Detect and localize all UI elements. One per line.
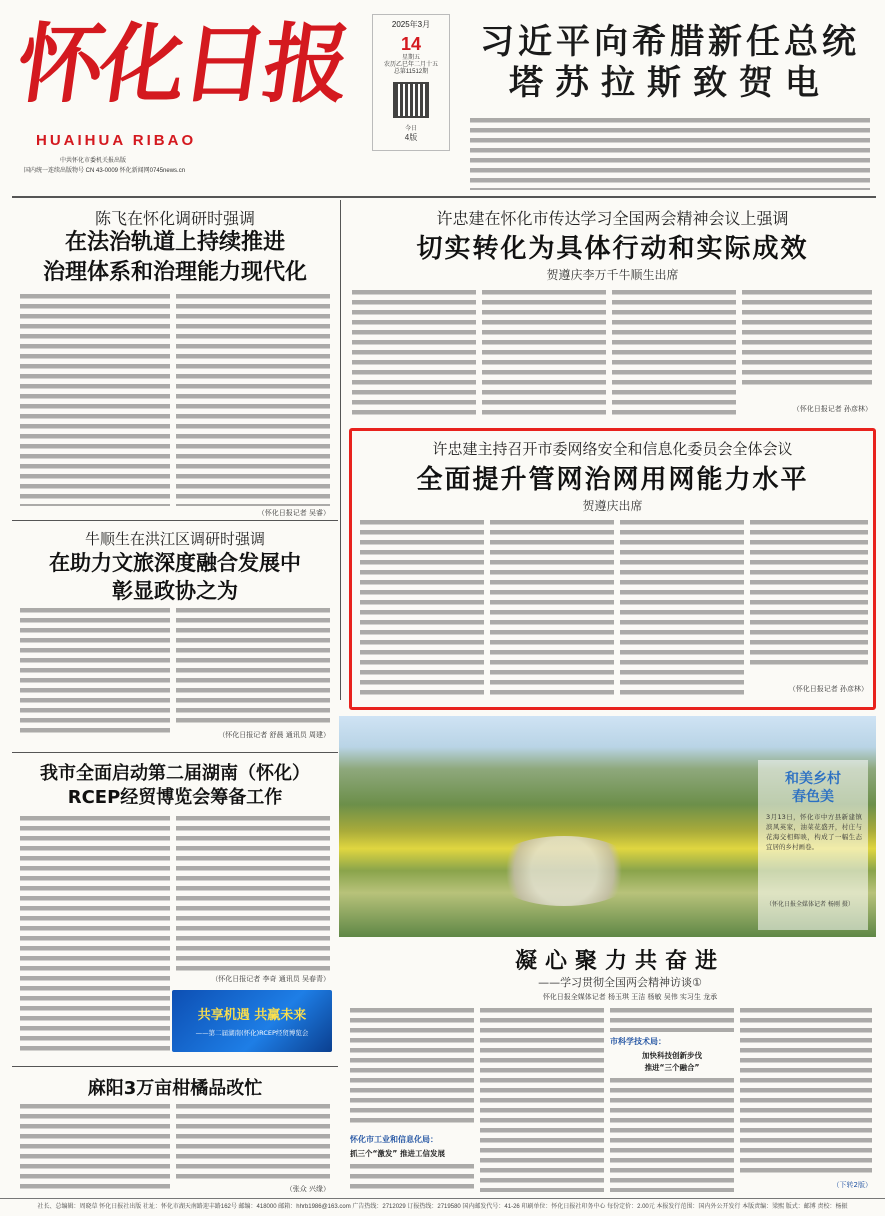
- section-divider: [12, 520, 338, 521]
- chen-body-col1: [20, 294, 170, 506]
- niu-headline-line1: 在助力文旅深度融合发展中: [49, 551, 301, 575]
- publisher-line: 中共怀化市委机关报出版: [60, 158, 127, 164]
- xu-meeting-byline: （怀化日报记者 孙彦林）: [792, 405, 872, 413]
- chen-body-col2: [176, 294, 330, 506]
- unite-body-col3b: [610, 1078, 734, 1192]
- date-weekday: 星期五: [401, 55, 420, 61]
- unite-body-col1: [350, 1008, 474, 1128]
- unite-headline: 凝心聚力共奋进: [514, 949, 725, 974]
- rcep-body-col2: [176, 816, 330, 972]
- section-divider: [12, 1066, 338, 1067]
- cyber-headline: 全面提升管网治网用网能力水平: [416, 465, 809, 495]
- unite-body-col2: [480, 1008, 604, 1192]
- cyber-body-col1: [360, 520, 484, 696]
- mayang-body-col2: [176, 1104, 330, 1180]
- rcep-body-col1: [20, 816, 170, 1056]
- footer-info: 社长、总编辑：周晓草 怀化日报社出版 社址：怀化市湖天南路迎丰路162号 邮编：418000 邮箱：hhrb1986@163.com 广告热线：2712029 订报热线：2719580 国内邮发代号：41-26 印刷单位：怀化日报社印务中心 每份定价：2.00元 本报发行范围：国内外公开发行 本版责编：梁熙 版式：邮博 责校：杨振: [0, 1198, 885, 1216]
- unite-body-col3a: [610, 1008, 734, 1032]
- codes-line: 国内统一连续出版物号 CN 43-0009 怀化新闻网0745news.cn: [24, 168, 186, 174]
- photo-caption-title: [768, 770, 858, 806]
- xu-meeting-kicker: 许忠建在怀化市传达学习全国两会精神会议上强调: [436, 209, 789, 228]
- niu-headline: [15, 549, 335, 606]
- unite-subhead: ——学习贯彻全国两会精神访谈①: [538, 976, 702, 989]
- date-year-month: 2025年3月: [391, 20, 431, 29]
- rcep-headline-line1: 我市全面启动第二届湖南（怀化）: [40, 763, 310, 784]
- mayang-body-col1: [20, 1104, 170, 1190]
- issue-number: 总第11512期: [393, 69, 429, 76]
- chen-headline-line1: 在法治轨道上持续推进: [64, 230, 285, 255]
- rcep-headline: [15, 762, 335, 811]
- unite-section2-sub2: 推进“三个融合”: [644, 1063, 700, 1072]
- edition-label: 今日: [404, 125, 417, 132]
- lead-headline: [470, 22, 870, 105]
- photo-caption-title-line1: 和美乡村: [785, 771, 841, 787]
- lead-headline-line2: 塔苏拉斯致贺电: [509, 63, 831, 104]
- mayang-headline: 麻阳3万亩柑橘品改忙: [87, 1078, 263, 1099]
- photo-caption-title-line2: 春色美: [792, 789, 834, 806]
- village-image-region: [489, 836, 639, 906]
- cyber-kicker: 许忠建主持召开市委网络安全和信息化委员会全体会议: [432, 440, 793, 458]
- qr-code-icon: [393, 82, 429, 118]
- section-divider: [12, 752, 338, 753]
- rcep-expo-banner: [172, 990, 332, 1052]
- banner-subtitle: ——第二届湖南(怀化)RCEP经贸博览会: [195, 1029, 309, 1037]
- xu-meeting-body-col4: [742, 290, 872, 390]
- cyber-body-col3: [620, 520, 744, 696]
- xu-meeting-body-col1: [352, 290, 476, 418]
- xu-meeting-subhead: 贺遵庆李万千牛顺生出席: [546, 268, 679, 282]
- cyber-byline: （怀化日报记者 孙彦林）: [788, 685, 868, 693]
- lead-story-body: [470, 118, 870, 190]
- unite-byline: 怀化日报全媒体记者 杨玉琪 王洁 杨敏 吴伟 实习生 龙承: [542, 993, 718, 1001]
- chen-headline: [15, 228, 335, 289]
- masthead-pinyin: HUAIHUA RIBAO: [36, 132, 197, 149]
- date-lunar: 农历乙巳年二月十五: [383, 62, 438, 69]
- chen-byline: （怀化日报记者 吴睿）: [257, 509, 330, 517]
- edition-count: 4版: [404, 132, 418, 142]
- unite-section1-sub: 抓三个“激发” 推进工信发展: [350, 1149, 445, 1158]
- unite-section1-label: 怀化市工业和信息化局：: [350, 1135, 438, 1144]
- xu-meeting-headline: 切实转化为具体行动和实际成效: [416, 234, 809, 264]
- unite-section2-label: 市科学技术局：: [610, 1037, 666, 1046]
- lead-headline-line1: 习近平向希腊新任总统: [480, 22, 860, 62]
- chen-kicker: 陈飞在怀化调研时强调: [94, 209, 255, 228]
- chen-headline-line2: 治理体系和治理能力现代化: [42, 260, 307, 286]
- photo-caption-text: 3月13日，怀化市中方县新建镇滨风英家，油菜花盛开，村庄与花海交相辉映，构成了一幅生态宜居的乡村画卷。: [766, 813, 862, 852]
- xu-meeting-body-col2: [482, 290, 606, 418]
- masthead-divider: [12, 196, 876, 198]
- cyber-body-col4: [750, 520, 868, 670]
- masthead-title: 怀化日报: [10, 14, 354, 115]
- banner-title: 共享机遇 共赢未来: [197, 1008, 307, 1023]
- niu-body-col2: [176, 608, 330, 726]
- cyber-body-col2: [490, 520, 614, 696]
- rcep-headline-line2: RCEP经贸博览会筹备工作: [67, 787, 283, 809]
- unite-section2-sub: 加快科技创新步伐: [642, 1051, 702, 1060]
- rcep-byline: （怀化日报记者 李奇 通讯员 吴春青）: [211, 975, 330, 983]
- photo-caption-credit: （怀化日报全媒体记者 杨刚 摄）: [766, 901, 854, 908]
- continued-label: （下转2版）: [832, 1181, 872, 1189]
- niu-kicker: 牛顺生在洪江区调研时强调: [84, 530, 265, 548]
- date-day: 14: [400, 34, 422, 54]
- mayang-byline: （张众 兴缘）: [285, 1185, 330, 1193]
- date-box: [372, 14, 450, 151]
- cyber-subhead: 贺遵庆出席: [582, 499, 643, 513]
- niu-headline-line2: 彰显政协之为: [112, 579, 238, 604]
- unite-body-col1b: [350, 1164, 474, 1192]
- column-divider: [340, 200, 341, 700]
- unite-body-col4: [740, 1008, 872, 1176]
- xu-meeting-body-col3: [612, 290, 736, 418]
- niu-byline: （怀化日报记者 舒晨 通讯员 周建）: [218, 731, 330, 739]
- niu-body-col1: [20, 608, 170, 738]
